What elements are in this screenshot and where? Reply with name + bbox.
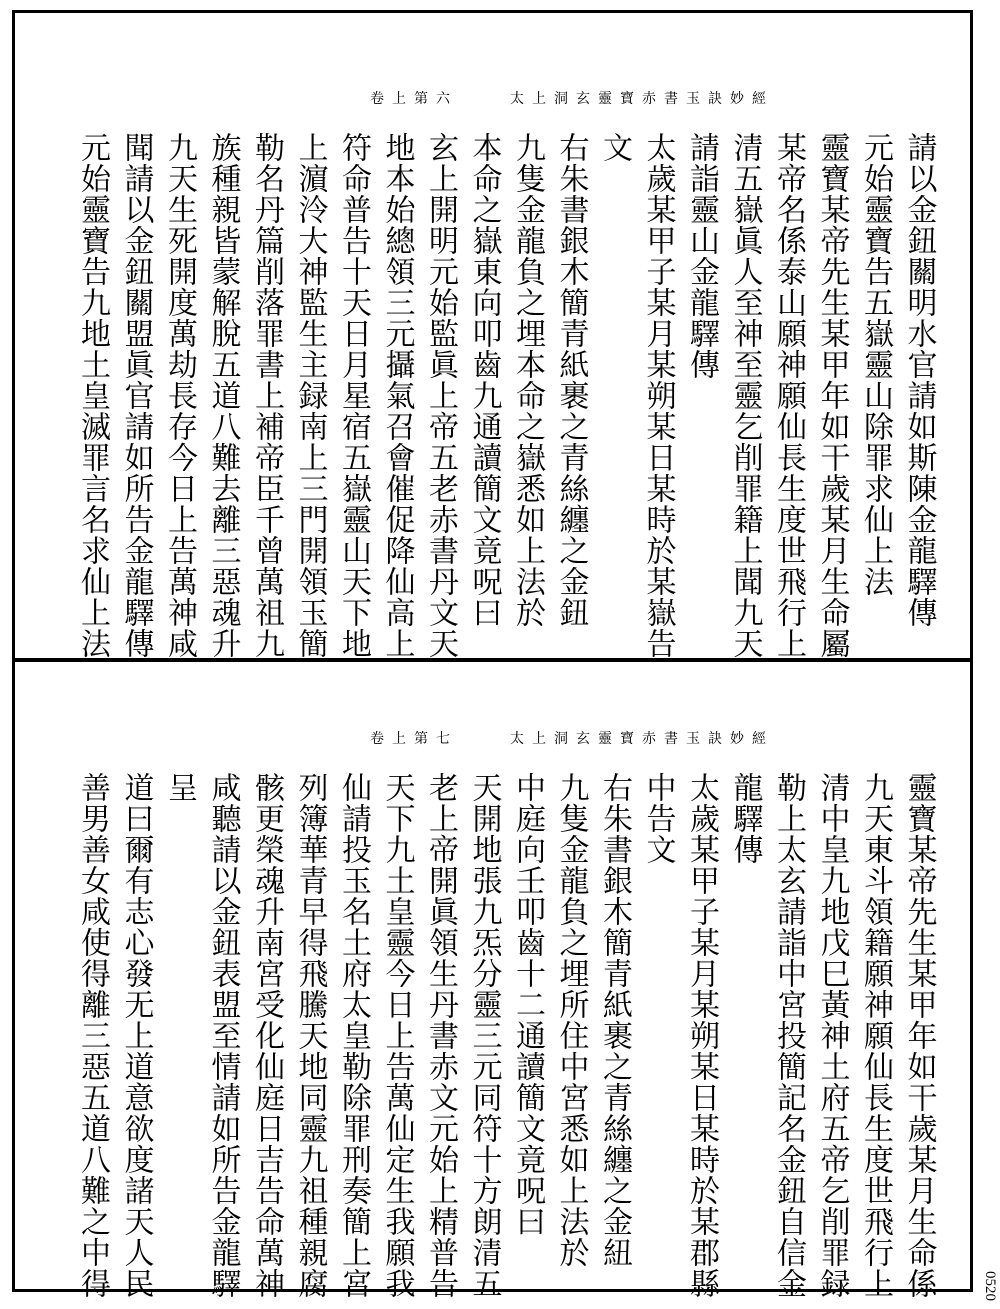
text-column: 玄上開明元始監眞上帝五老赤書丹文天 — [423, 132, 458, 659]
running-header — [40, 88, 950, 112]
text-column: 龍驛傳 — [727, 772, 763, 865]
text-column: 列簿華青早得飛騰天地同靈九祖種親腐 — [292, 772, 328, 1299]
text-column: 仙請投玉名土府太皇勒除罪刑奏簡上宮 — [336, 772, 371, 1299]
text-column: 道曰爾有志心發无上道意欲度諸天人民 — [118, 772, 154, 1299]
text-column: 咸聽請以金鈕表盟至情請如所告金龍驛 — [205, 772, 241, 1299]
text-column: 族種親皆蒙解脫五道八難去離三惡魂升 — [205, 132, 241, 659]
page-number: 0520 — [982, 1271, 998, 1301]
text-column: 勒上太玄請詣中宮投簡記名金鈕自信金 — [771, 772, 806, 1299]
text-column: 九天東斗領籍願神願仙長生度世飛行上 — [858, 772, 893, 1299]
text-column: 元始靈寶告五嶽靈山除罪求仙上法 — [858, 132, 893, 597]
header-title: 太上洞玄靈寶赤書玉訣妙經 — [510, 731, 774, 747]
text-column: 天開地張九炁分靈三元同符十方朗清五 — [466, 772, 502, 1299]
text-column: 九天生死開度萬劫長存今日上告萬神咸 — [162, 132, 197, 659]
text-column: 上濵泠大神監生主録南上三門開領玉簡 — [292, 132, 328, 659]
text-column: 右朱書銀木簡青紙裹之青絲纏之金鈕 — [553, 132, 589, 628]
text-column: 九隻金龍負之埋所住中宮悉如上法於 — [553, 772, 589, 1268]
text-column: 天下九土皇靈今日上告萬仙定生我願我 — [379, 772, 415, 1299]
lower-page — [40, 728, 950, 1299]
text-column: 九隻金龍負之埋本命之嶽悉如上法於 — [510, 132, 545, 628]
text-column: 聞請以金鈕關盟眞官請如所告金龍驛傳 — [118, 132, 154, 659]
text-column: 骸更榮魂升南宮受化仙庭日吉告命萬神 — [249, 772, 284, 1299]
header-juan: 卷上第六 — [370, 91, 458, 107]
text-column: 呈 — [162, 772, 197, 803]
text-column: 地本始總領三元攝氣召會催促降仙高上 — [379, 132, 415, 659]
text-column: 本命之嶽東向叩齒九通讀簡文竟呪曰 — [466, 132, 502, 628]
header-juan: 卷上第七 — [370, 731, 458, 747]
text-column: 符命普告十天日月星宿五嶽靈山天下地 — [336, 132, 371, 659]
running-header — [40, 728, 950, 752]
text-column: 請以金鈕關明水官請如斯陳金龍驛傳 — [901, 132, 937, 628]
text-column: 元始靈寶告九地土皇滅罪言名求仙上法 — [75, 132, 110, 659]
upper-page — [40, 88, 950, 659]
text-column: 請詣靈山金龍驛傳 — [684, 132, 719, 380]
text-column: 善男善女咸使得離三惡五道八難之中得 — [75, 772, 110, 1299]
text-column: 清中皇九地戊巳黃神土府五帝乞削罪録 — [814, 772, 850, 1299]
text-column: 靈寶某帝先生某甲年如干歲某月生命屬 — [814, 132, 850, 659]
text-column: 中告文 — [640, 772, 676, 865]
text-column: 太歲某甲子某月某朔某日某時於某郡縣 — [684, 772, 719, 1299]
text-column: 老上帝開眞領生丹書赤文元始上精普告 — [423, 772, 458, 1299]
text-column: 勒名丹篇削落罪書上補帝臣千曾萬祖九 — [249, 132, 284, 659]
text-column: 中庭向壬叩齒十二通讀簡文竟呪曰 — [510, 772, 545, 1237]
text-column: 清五嶽眞人至神至靈乞削罪籍上聞九天 — [727, 132, 763, 659]
text-column: 右朱書銀木簡青紙裹之青絲纏之金紐 — [597, 772, 632, 1268]
text-column: 太歲某甲子某月某朔某日某時於某嶽告 — [640, 132, 676, 659]
text-column: 某帝名係泰山願神願仙長生度世飛行上 — [771, 132, 806, 659]
header-title: 太上洞玄靈寶赤書玉訣妙經 — [510, 91, 774, 107]
text-column: 文 — [597, 132, 632, 163]
text-column: 靈寶某帝先生某甲年如干歲某月生命係 — [901, 772, 937, 1299]
